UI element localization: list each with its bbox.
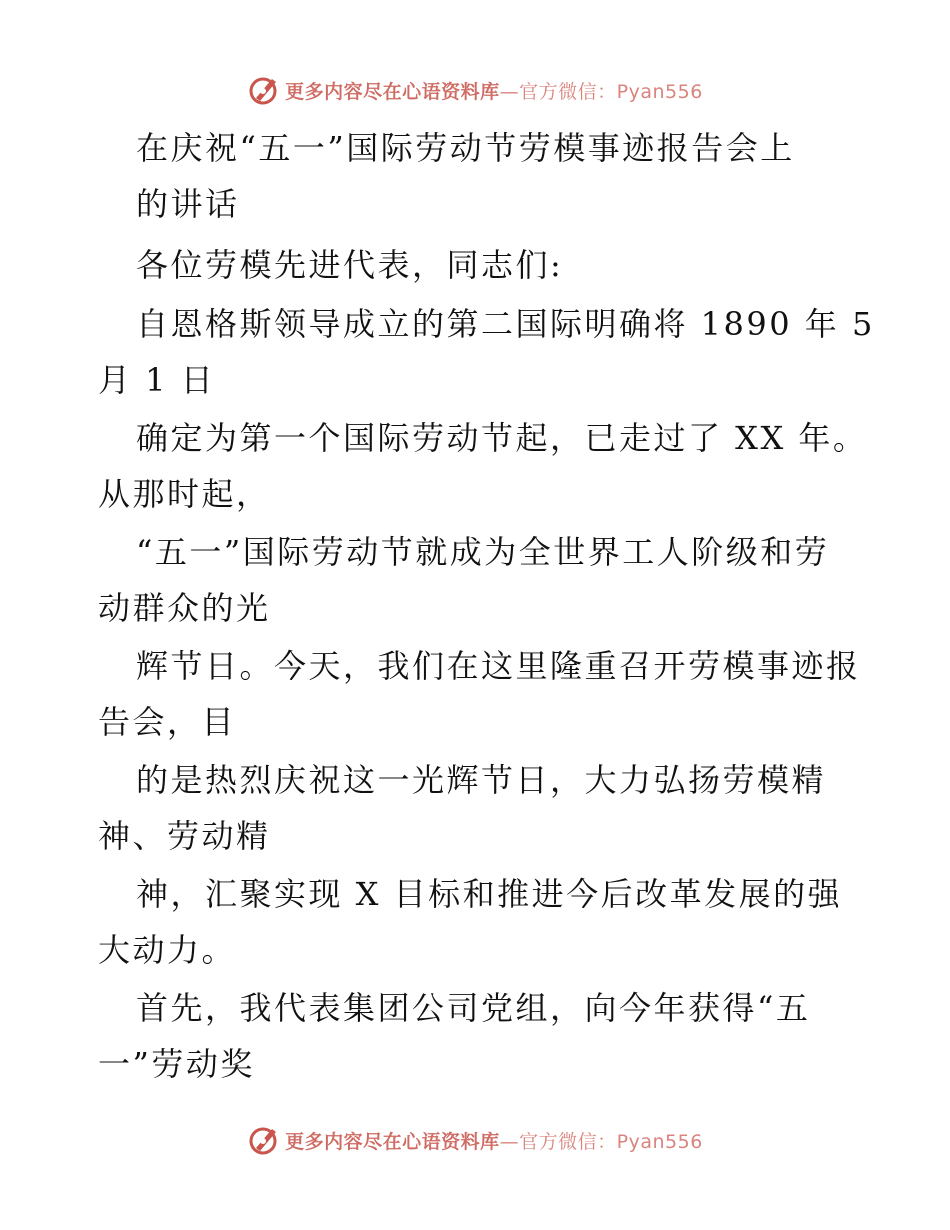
paragraph-line: 神，汇聚实现 X 目标和推进今后改革发展的强 [136, 875, 843, 913]
banner-dash: — [499, 80, 520, 103]
banner-site-name: 更多内容尽在心语资料库 [285, 1130, 500, 1153]
banner-dash: — [499, 1130, 520, 1153]
header-banner [0, 70, 950, 110]
paragraph-line: 确定为第一个国际劳动节起，已走过了 XX 年。 [136, 419, 868, 457]
banner-site-name: 更多内容尽在心语资料库 [285, 80, 500, 103]
paragraph-line: 告会，目 [98, 703, 237, 741]
paragraph-line: 辉节日。今天，我们在这里隆重召开劳模事迹报 [136, 647, 861, 685]
pen-circle-logo-icon [247, 73, 281, 107]
paragraph-line: 的是热烈庆祝这一光辉节日，大力弘扬劳模精 [136, 761, 827, 799]
salutation-line: 各位劳模先进代表，同志们: [136, 246, 564, 284]
pen-circle-logo-icon [247, 1123, 281, 1157]
banner-text [285, 1127, 703, 1154]
paragraph-line: 动群众的光 [98, 589, 271, 627]
paragraph-line: 神、劳动精 [98, 817, 271, 855]
paragraph-line: 从那时起， [98, 475, 271, 513]
paragraph-line: “五一”国际劳动节就成为全世界工人阶级和劳 [136, 533, 830, 571]
footer-banner [0, 1120, 950, 1160]
banner-text [285, 77, 703, 104]
paragraph-line: 月 1 日 [98, 361, 216, 399]
paragraph-line: 首先，我代表集团公司党组，向今年获得“五 [136, 989, 811, 1027]
paragraph-line: 自恩格斯领导成立的第二国际明确将 1890 年 5 [136, 305, 875, 343]
paragraph-line: 一”劳动奖 [98, 1045, 255, 1083]
banner-wechat: 官方微信：Pyan556 [519, 1130, 703, 1153]
banner-wechat: 官方微信：Pyan556 [519, 80, 703, 103]
title-line-2: 的讲话 [136, 185, 240, 223]
paragraph-line: 大动力。 [98, 931, 237, 969]
title-line-1: 在庆祝“五一”国际劳动节劳模事迹报告会上 [136, 129, 795, 167]
